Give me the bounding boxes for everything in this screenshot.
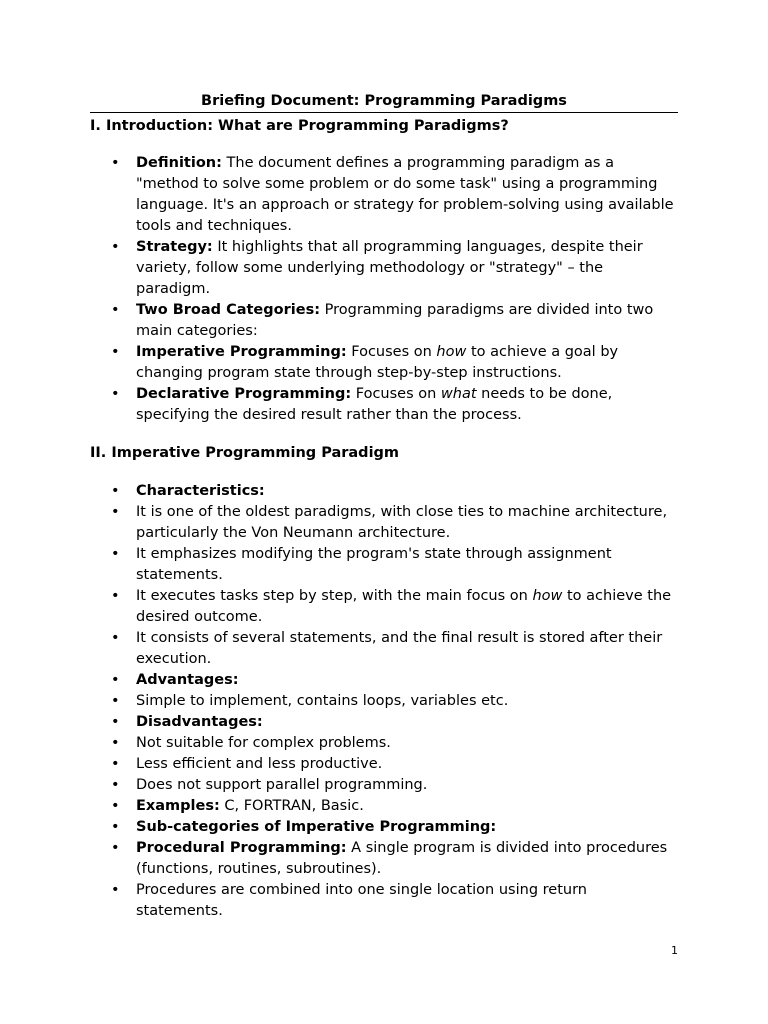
procedural-label: Procedural Programming: [136, 840, 347, 856]
document-title: Briefing Document: Programming Paradigms [201, 93, 567, 109]
list-item-disadvantage-parallel [90, 775, 678, 796]
characteristic-step-pre: It executes tasks step by step, with the main focus on [136, 588, 533, 604]
characteristic-oldest-text: It is one of the oldest paradigms, with close ties to machine architecture, particularly the Von Neumann architecture. [136, 504, 668, 541]
advantages-label: Advantages: [136, 672, 239, 688]
list-item-strategy [90, 237, 678, 300]
imperative-text-pre: Focuses on [346, 344, 437, 360]
list-item-definition [90, 153, 678, 237]
list-item-characteristics [90, 481, 678, 502]
examples-label: Examples: [136, 798, 220, 814]
procedures-combined-text: Procedures are combined into one single location using return statements. [136, 882, 587, 919]
list-item-procedures-combined [90, 880, 678, 922]
section-2-list [90, 481, 678, 922]
definition-text: The document defines a programming paradigm as a "method to solve some problem or do some task" using a programming language. It's an approach or strategy for problem-solving using available tools and techniques. [136, 155, 674, 234]
section-1-list [90, 153, 678, 426]
title-underline [90, 112, 678, 113]
list-item-characteristic-state [90, 544, 678, 586]
imperative-text-emphasis: how [436, 344, 467, 360]
advantage-simple-text: Simple to implement, contains loops, variables etc. [136, 693, 509, 709]
disadvantage-efficiency-text: Less efficient and less productive. [136, 756, 383, 772]
definition-label: Definition: [136, 155, 222, 171]
section-1-heading: I. Introduction: What are Programming Paradigms? [90, 118, 509, 134]
list-item-advantage-simple [90, 691, 678, 712]
list-item-examples [90, 796, 678, 817]
two-broad-categories-text: Programming paradigms are divided into two main categories: [136, 302, 654, 339]
disadvantage-parallel-text: Does not support parallel programming. [136, 777, 428, 793]
two-broad-categories-label: Two Broad Categories: [136, 302, 320, 318]
list-item-sub-categories [90, 817, 678, 838]
imperative-text-post: to achieve a goal by changing program state through step-by-step instructions. [136, 344, 619, 381]
list-item-disadvantage-efficiency [90, 754, 678, 775]
list-item-advantages [90, 670, 678, 691]
examples-text: C, FORTRAN, Basic. [219, 798, 364, 814]
declarative-label: Declarative Programming: [136, 386, 352, 402]
declarative-text-post: needs to be done, specifying the desired result rather than the process. [136, 386, 613, 423]
characteristic-state-text: It emphasizes modifying the program's state through assignment statements. [136, 546, 612, 583]
characteristic-statements-text: It consists of several statements, and the final result is stored after their execution. [136, 630, 663, 667]
list-item-disadvantage-complex [90, 733, 678, 754]
imperative-label: Imperative Programming: [136, 344, 347, 360]
list-item-two-broad-categories [90, 300, 678, 342]
strategy-text: It highlights that all programming languages, despite their variety, follow some underlying methodology or "strategy" – the paradigm. [136, 239, 643, 297]
characteristic-step-emphasis: how [532, 588, 563, 604]
sub-categories-label: Sub-categories of Imperative Programming: [136, 819, 497, 835]
declarative-text-emphasis: what [440, 386, 477, 402]
list-item-declarative-programming [90, 384, 678, 426]
strategy-label: Strategy: [136, 239, 213, 255]
characteristics-label: Characteristics: [136, 483, 265, 499]
list-item-procedural-programming [90, 838, 678, 880]
procedural-text: A single program is divided into procedures (functions, routines, subroutines). [136, 840, 668, 877]
disadvantage-complex-text: Not suitable for complex problems. [136, 735, 391, 751]
page-number: 1 [671, 944, 678, 957]
declarative-text-pre: Focuses on [351, 386, 441, 402]
list-item-characteristic-statements [90, 628, 678, 670]
list-item-imperative-programming [90, 342, 678, 384]
list-item-disadvantages [90, 712, 678, 733]
characteristic-step-post: to achieve the desired outcome. [136, 588, 672, 625]
list-item-characteristic-step-by-step [90, 586, 678, 628]
section-2-heading: II. Imperative Programming Paradigm [90, 445, 400, 461]
disadvantages-label: Disadvantages: [136, 714, 263, 730]
list-item-characteristic-oldest [90, 502, 678, 544]
